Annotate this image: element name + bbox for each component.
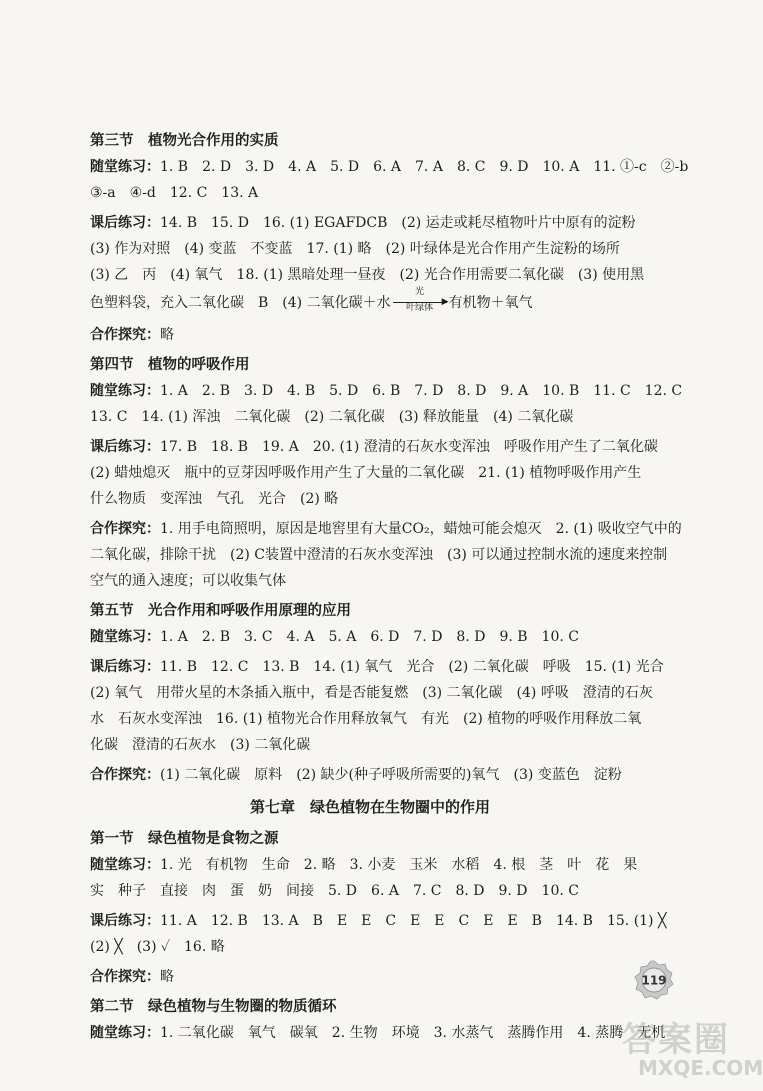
label: 合作探究： bbox=[90, 969, 160, 985]
answer-text: 略 bbox=[160, 969, 174, 985]
answer-text: ③-a ④-d 12. C 13. A bbox=[90, 185, 259, 201]
arrow-condition-chloroplast: 叶绿体 bbox=[406, 303, 434, 313]
reaction-arrow bbox=[391, 288, 449, 314]
label: 课后练习： bbox=[90, 215, 160, 231]
section-title: 第五节 光合作用和呼吸作用原理的应用 bbox=[90, 603, 351, 619]
answer-text: (3) 作为对照 (4) 变蓝 不变蓝 17. (1) 略 (2) 叶绿体是光合作用产生淀粉的场所 bbox=[90, 241, 620, 257]
classroom-practice bbox=[90, 624, 650, 650]
answer-text: (2) ╳ (3) ✓ 16. 略 bbox=[90, 939, 225, 955]
cooperative-explore bbox=[90, 516, 682, 594]
watermark-url: MXQE.COM bbox=[638, 1056, 763, 1080]
answer-text: 实 种子 直接 肉 蛋 奶 间接 5. D 6. A 7. C 8. D 9. D 10. C bbox=[90, 883, 579, 899]
page-number-badge bbox=[634, 960, 674, 1000]
answer-text: 11. A 12. B 13. A B E E C E E C E E B 14. B 15. (1) ╳ bbox=[160, 913, 667, 929]
classroom-practice bbox=[90, 154, 689, 206]
answer-text: (1) 二氧化碳 原料 (2) 缺少(种子呼吸所需要的)氧气 (3) 变蓝色 淀粉 bbox=[160, 767, 622, 783]
answer-text: (2) 氧气 用带火星的木条插入瓶中，看是否能复燃 (3) 二氧化碳 (4) 呼吸 澄清的石灰 bbox=[90, 685, 653, 701]
chapter-title: 第七章 绿色植物在生物圈中的作用 bbox=[249, 798, 490, 816]
cooperative-explore bbox=[90, 322, 650, 348]
classroom-practice bbox=[90, 1020, 666, 1046]
page-number: 119 bbox=[641, 973, 667, 988]
after-class-practice bbox=[90, 210, 650, 318]
answer-text: (3) 乙 丙 (4) 氧气 18. (1) 黑暗处理一昼夜 (2) 光合作用需要二氧化碳 (3) 使用黑 bbox=[90, 267, 645, 283]
label: 课后练习： bbox=[90, 913, 160, 929]
label: 课后练习： bbox=[90, 439, 160, 455]
answer-text: 色塑料袋，充入二氧化碳 B (4) 二氧化碳＋水 bbox=[90, 295, 391, 311]
answer-text: 水 石灰水变浑浊 16. (1) 植物光合作用释放氧气 有光 (2) 植物的呼吸作用释放二氧 bbox=[90, 711, 642, 727]
label: 随堂练习： bbox=[90, 383, 160, 399]
answer-text: 化碳 澄清的石灰水 (3) 二氧化碳 bbox=[90, 737, 311, 753]
answer-text: 1. A 2. B 3. C 4. A 5. A 6. D 7. D 8. D 9. B 10. C bbox=[160, 629, 579, 645]
watermark-logo bbox=[612, 1012, 763, 1088]
answer-text: 有机物＋氧气 bbox=[448, 295, 533, 311]
section-title: 第三节 植物光合作用的实质 bbox=[90, 133, 279, 149]
section-title: 第四节 植物的呼吸作用 bbox=[90, 357, 250, 373]
after-class-practice bbox=[90, 908, 667, 960]
cooperative-explore bbox=[90, 964, 650, 990]
answer-text: 13. C 14. (1) 浑浊 二氧化碳 (2) 二氧化碳 (3) 释放能量 (4) 二氧化碳 bbox=[90, 409, 574, 425]
after-class-practice bbox=[90, 654, 664, 758]
label: 合作探究： bbox=[90, 767, 160, 783]
answer-text: 1. B 2. D 3. D 4. A 5. D 6. A 7. A 8. C 9. D 10. A 11. ①-c ②-b bbox=[160, 159, 689, 175]
section-title: 第二节 绿色植物与生物圈的物质循环 bbox=[90, 999, 337, 1015]
label: 随堂练习： bbox=[90, 857, 160, 873]
watermark-text: 答案圈 bbox=[622, 1020, 730, 1060]
answer-text: 什么物质 变浑浊 气孔 光合 (2) 略 bbox=[90, 491, 339, 507]
arrow-head-icon: ▶ bbox=[441, 297, 449, 307]
arrow-condition-light: 光 bbox=[415, 287, 425, 297]
label: 随堂练习： bbox=[90, 1025, 160, 1041]
cooperative-explore bbox=[90, 762, 650, 788]
answer-text: 11. B 12. C 13. B 14. (1) 氧气 光合 (2) 二氧化碳 呼吸 15. (1) 光合 bbox=[160, 659, 664, 675]
label: 随堂练习： bbox=[90, 159, 160, 175]
label: 合作探究： bbox=[90, 327, 160, 343]
answer-text: 14. B 15. D 16. (1) EGAFDCB (2) 运走或耗尽植物叶片中原有的淀粉 bbox=[160, 215, 636, 231]
section-title: 第一节 绿色植物是食物之源 bbox=[90, 831, 279, 847]
label: 课后练习： bbox=[90, 659, 160, 675]
answer-text: 1. 用手电筒照明，原因是地窖里有大量CO₂，蜡烛可能会熄灭 2. (1) 吸收空气中的 bbox=[160, 521, 682, 537]
classroom-practice bbox=[90, 852, 650, 904]
label: 随堂练习： bbox=[90, 629, 160, 645]
answer-text: 1. 二氧化碳 氧气 碳氧 2. 生物 环境 3. 水蒸气 蒸腾作用 4. 蒸腾 无机 bbox=[160, 1025, 666, 1041]
classroom-practice bbox=[90, 378, 683, 430]
answer-text: 1. 光 有机物 生命 2. 略 3. 小麦 玉米 水稻 4. 根 茎 叶 花 果 bbox=[160, 857, 638, 873]
answer-text: 二氧化碳，排除干扰 (2) C装置中澄清的石灰水变浑浊 (3) 可以通过控制水流的速度来控制 bbox=[90, 547, 668, 563]
answer-text: 空气的通入速度；可以收集气体 bbox=[90, 573, 286, 589]
label: 合作探究： bbox=[90, 521, 160, 537]
answer-text: 17. B 18. B 19. A 20. (1) 澄清的石灰水变浑浊 呼吸作用产生了二氧化碳 bbox=[160, 439, 658, 455]
answer-text: 1. A 2. B 3. D 4. B 5. D 6. B 7. D 8. D 9. A 10. B 11. C 12. C bbox=[160, 383, 683, 399]
answer-text: 略 bbox=[160, 327, 174, 343]
after-class-practice bbox=[90, 434, 658, 512]
answer-text: (2) 蜡烛熄灭 瓶中的豆芽因呼吸作用产生了大量的二氧化碳 21. (1) 植物呼吸作用产生 bbox=[90, 465, 642, 481]
